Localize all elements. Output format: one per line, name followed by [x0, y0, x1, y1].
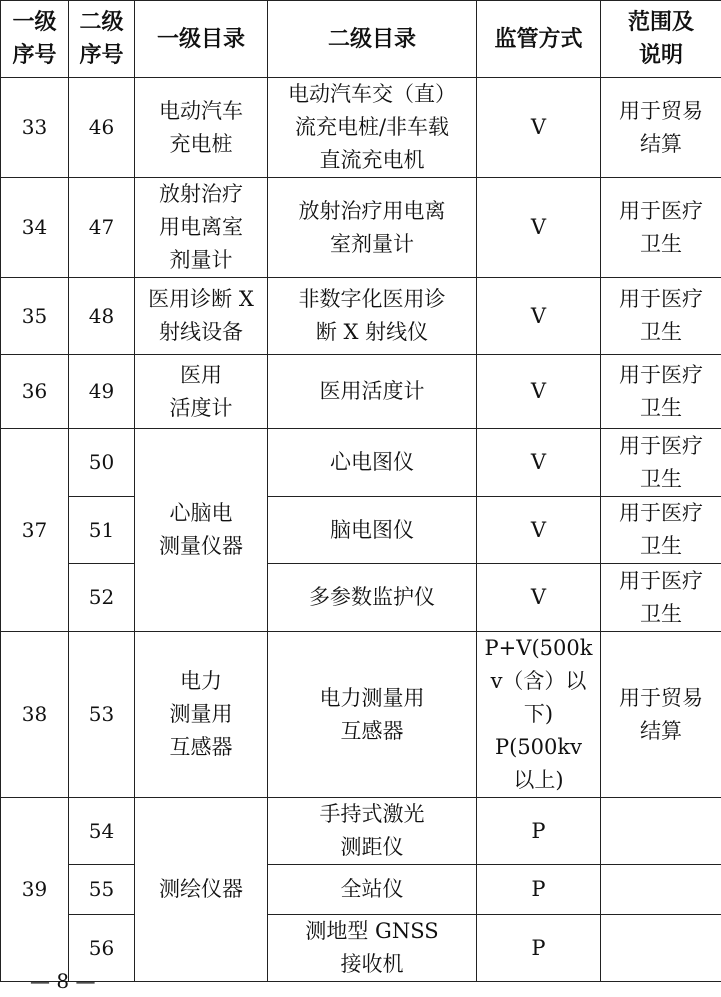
l2-name: 测地型 GNSS 接收机: [268, 915, 477, 982]
scope: 用于贸易 结算: [601, 78, 721, 178]
l2-name: 心电图仪: [268, 429, 477, 497]
scope: 用于医疗 卫生: [601, 355, 721, 429]
l2-no: 48: [69, 278, 135, 355]
l1-name: 测绘仪器: [135, 798, 268, 982]
scope: [601, 865, 721, 915]
l2-name: 放射治疗用电离 室剂量计: [268, 178, 477, 278]
scope: 用于医疗 卫生: [601, 278, 721, 355]
method: V: [477, 564, 601, 632]
l2-no: 49: [69, 355, 135, 429]
l1-no: 35: [1, 278, 69, 355]
method: V: [477, 278, 601, 355]
table-row: [1, 355, 721, 429]
method: P+V(500k v（含）以 下) P(500kv 以上): [477, 632, 601, 798]
l1-no: 36: [1, 355, 69, 429]
l2-no: 46: [69, 78, 135, 178]
table-row: [1, 78, 721, 178]
l1-name: 电动汽车 充电桩: [135, 78, 268, 178]
l1-name: 放射治疗 用电离室 剂量计: [135, 178, 268, 278]
method: V: [477, 355, 601, 429]
l1-no: 33: [1, 78, 69, 178]
l2-name: 多参数监护仪: [268, 564, 477, 632]
method: P: [477, 915, 601, 982]
l2-name: 全站仪: [268, 865, 477, 915]
page-number: — 8 —: [30, 969, 96, 993]
scope: 用于医疗 卫生: [601, 178, 721, 278]
l1-name: 电力 测量用 互感器: [135, 632, 268, 798]
l1-no: 38: [1, 632, 69, 798]
table-row: [1, 178, 721, 278]
table-row: [1, 278, 721, 355]
table-row: [1, 564, 721, 632]
header-scope: 范围及 说明: [601, 1, 721, 78]
table-header-row: [1, 1, 721, 78]
l1-name: 医用 活度计: [135, 355, 268, 429]
method: V: [477, 178, 601, 278]
l2-no: 54: [69, 798, 135, 865]
scope: 用于医疗 卫生: [601, 497, 721, 564]
l2-no: 55: [69, 865, 135, 915]
l1-no: 37: [1, 429, 69, 632]
table-row: [1, 915, 721, 982]
header-l2-no: 二级 序号: [69, 1, 135, 78]
scope: [601, 915, 721, 982]
scope: 用于医疗 卫生: [601, 429, 721, 497]
scope: 用于医疗 卫生: [601, 564, 721, 632]
header-method: 监管方式: [477, 1, 601, 78]
scope: [601, 798, 721, 865]
table-row: [1, 429, 721, 497]
l2-no: 56: [69, 915, 135, 982]
l2-no: 51: [69, 497, 135, 564]
table-row: [1, 798, 721, 865]
l1-no: 34: [1, 178, 69, 278]
l2-name: 手持式激光 测距仪: [268, 798, 477, 865]
header-l1-no: 一级 序号: [1, 1, 69, 78]
l2-name: 电动汽车交（直） 流充电桩/非车载 直流充电机: [268, 78, 477, 178]
method: P: [477, 798, 601, 865]
l2-name: 非数字化医用诊 断 X 射线仪: [268, 278, 477, 355]
scope: 用于贸易 结算: [601, 632, 721, 798]
table-row: [1, 497, 721, 564]
l2-no: 47: [69, 178, 135, 278]
l2-no: 53: [69, 632, 135, 798]
l2-name: 电力测量用 互感器: [268, 632, 477, 798]
l2-name: 脑电图仪: [268, 497, 477, 564]
method: V: [477, 429, 601, 497]
method: V: [477, 78, 601, 178]
l2-no: 50: [69, 429, 135, 497]
l2-name: 医用活度计: [268, 355, 477, 429]
l2-no: 52: [69, 564, 135, 632]
table-row: [1, 865, 721, 915]
table-row: [1, 632, 721, 798]
method: P: [477, 865, 601, 915]
header-l1-name: 一级目录: [135, 1, 268, 78]
l1-no: 39: [1, 798, 69, 982]
method: V: [477, 497, 601, 564]
l1-name: 医用诊断 X 射线设备: [135, 278, 268, 355]
l1-name: 心脑电 测量仪器: [135, 429, 268, 632]
header-l2-name: 二级目录: [268, 1, 477, 78]
